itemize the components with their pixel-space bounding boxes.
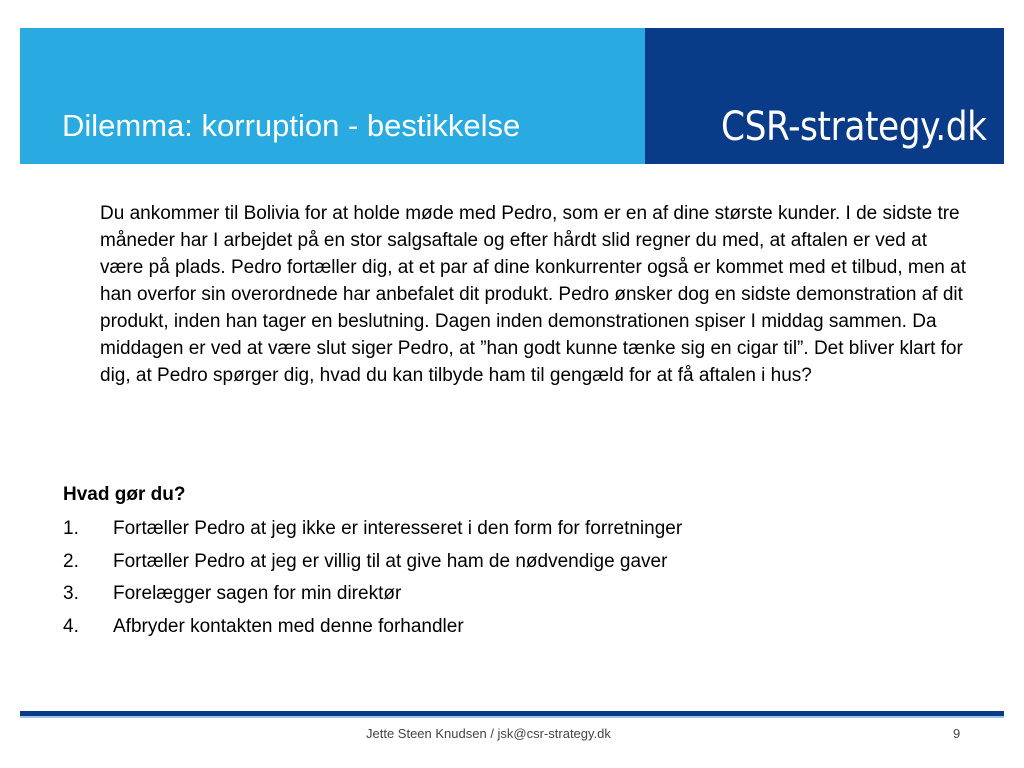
option-item [63, 514, 682, 547]
footer-author: Jette Steen Knudsen / jsk@csr-strategy.dk [366, 726, 611, 741]
brand-bar [645, 28, 1004, 164]
intro-paragraph: Du ankommer til Bolivia for at holde møde med Pedro, som er en af dine største kunder. I de sidste tre måneder har I arbejdet på en stor salgsaftale og efter hårdt slid regner du med, at aftalen er ved at være på plads. Pedro fortæller dig, at et par af dine konkurrenter også er kommet med et tilbud, men at han overfor sin overordnede har anbefalet dit produkt. Pedro ønsker dog en sidste demonstration af dit produkt, inden han tager en beslutning. Dagen inden demonstrationen spiser I middag sammen. Da middagen er ved at være slut siger Pedro, at ”han godt kunne tænke sig en cigar til”. Det bliver klart for dig, at Pedro spørger dig, hvad du kan tilbyde ham til gengæld for at få aftalen i hus? [100, 203, 966, 386]
slide-title: Dilemma: korruption - bestikkelse [62, 108, 521, 143]
option-text: Afbryder kontakten med denne forhandler [113, 615, 464, 637]
option-number: 1. [63, 518, 79, 539]
question-heading: Hvad gør du? [63, 484, 186, 505]
footer-divider-light [20, 716, 1004, 718]
title-bar [20, 28, 645, 164]
brand-logo: CSR-strategy.dk [721, 104, 987, 150]
option-item [63, 612, 682, 645]
slide-header [20, 28, 1004, 164]
option-item [63, 547, 682, 580]
option-text: Forelægger sagen for min direktør [113, 583, 402, 604]
option-text: Fortæller Pedro at jeg er villig til at give ham de nødvendige gaver [113, 550, 668, 572]
option-text: Fortæller Pedro at jeg ikke er interesseret i den form for forretninger [113, 518, 683, 539]
option-number: 4. [63, 615, 79, 637]
option-number: 2. [63, 550, 79, 572]
options-list [63, 514, 682, 644]
option-number: 3. [63, 583, 79, 604]
page-number: 9 [953, 726, 961, 741]
option-item [63, 579, 682, 612]
